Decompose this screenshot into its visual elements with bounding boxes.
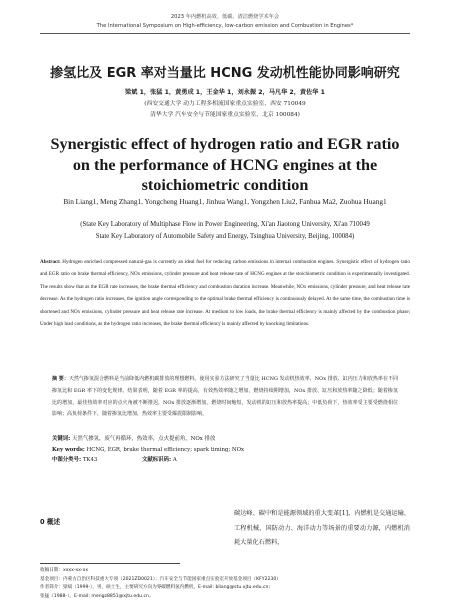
affiliations-zh (20, 99, 430, 121)
intro-text: 碳达峰、碳中和是能源领域的重大变革[1]，内燃机是交通运输、工程机械、国防动力、海洋动力等场景的重要动力源，内燃机消耗大量化石燃料， (234, 510, 410, 546)
doc-code-value: A (172, 457, 177, 463)
keywords-block (52, 434, 398, 466)
affiliation-en-1: (State Key Laboratory of Multiphase Flow in Power Engineering, Xi'an Jiaotong University, Xi'an 710049 (80, 221, 370, 228)
abstract-en-text: Hydrogen enriched compressed natural-gas is currently an ideal fuel for reducing carbon emissions in internal combustion engines. Synergistic effect of hydrogen ratio and EGR ratio on brake thermal efficiency, NOx emissions, cylinder pressure and heat release rate of HCNG engines at the stoichiometric condition is experimentally investigated. The results show that as the EGR rate increases, the brake thermal efficiency and combustion duration increase. Meanwhile, NOx emissions, cylinder pressure, and heat release rate decrease. As the hydrogen ratio increases, the ignition angle corresponding to the optimal brake thermal efficiency is continuously delayed. At the same time, the combustion time is shortened and NOx emissions, cylinder pressure and heat release rate increase. At medium to low loads, the brake thermal efficiency is mainly affected by the combustion phase; Under high load conditions, as the hydrogen ratio increases, the brake thermal efficiency is mainly affected by knocking limitations. (40, 259, 410, 328)
abstract-en-label: Abstract: (40, 259, 61, 265)
affiliations-en (40, 219, 410, 243)
conference-header (40, 13, 410, 30)
affiliation-zh-2: 清华大学 汽车安全与节能国家重点实验室，北京 100084) (150, 112, 300, 118)
title-zh: 掺氢比及 EGR 率对当量比 HCNG 发动机性能协同影响研究 (50, 66, 400, 81)
keywords-en (52, 445, 398, 456)
classification-label: 中图分类号: (52, 457, 82, 463)
affiliation-zh-1: (西安交通大学 动力工程多相流国家重点实验室，西安 710049 (144, 101, 306, 107)
keywords-zh-label: 关键词: (52, 436, 71, 442)
doc-code-label: 文献标识码: (142, 457, 172, 463)
footnote-received: 收稿日期：xxxx-xx-xx (40, 568, 89, 573)
footnotes (40, 567, 420, 601)
affiliation-en-2: State Key Laboratory of Automobile Safety and Energy, Tsinghua University, Beijing, 100084) (95, 233, 355, 240)
abstract-zh (52, 374, 398, 421)
classification-row (52, 455, 398, 466)
title-en: Synergistic effect of hydrogen ratio and EGR ratio on the performance of HCNG engines at the stoichiometric condition (50, 135, 400, 194)
authors-zh: 梁斌 1，张猛 1，黄勇成 1，王金华 1，刘永振 2，马凡华 2，黄佐华 1 (125, 89, 325, 96)
header-rule (40, 33, 410, 34)
footnote-funding: 基金项目：内蒙古自治区科技重大专项（2021ZD0021）；汽车安全与节能国家重点实验室开放基金项目（KFY2230） (40, 576, 281, 582)
abstract-en (40, 256, 410, 330)
footnote-rule (40, 563, 180, 564)
footnote-author: 作者简介：梁斌（1999-），男，硕士生，主要研究方向为零碳燃料氢内燃机，E-mail: bliang@stu.xjtu.edu.cn; (40, 585, 270, 591)
classification-value: TK43 (82, 457, 98, 463)
authors-en: Bin Liang1, Meng Zhang1, Yongcheng Huang1, Jinhua Wang1, Yongzhen Liu2, Fanhua Ma2, Zuohua Huang1 (63, 197, 387, 206)
section-heading: 0 概述 (40, 518, 61, 526)
keywords-zh (52, 434, 398, 445)
conference-line-en: The International Symposium on High-efficiency, low-carbon emission and Combustion in Engines* (96, 22, 354, 29)
abstract-zh-text: 天然气掺氢混合燃料是当前降低内燃机碳排放的理想燃料。使用实验方法研究了当量比 HCNG 发动机热效率、NOx 排放、缸内压力和放热率在不同掺氢比和 EGR 率下的变化规律。结果表明，随着 EGR 率的提高，有效热效率随之增加，燃烧持续期增加，NOx 排放、缸压和放热率随之降低；随着掺氢比的增加，最佳热效率对应的点火角被不断推迟，NOx 排放逐渐增加，燃烧时间缩短，发动机的缸压和放热率提高；中低负荷下，热效率受主要受燃烧相位影响；高负荷条件下，随着掺氢比增加，热效率主要受爆震限制影响。 (52, 376, 398, 418)
keywords-en-label: Key words: (52, 446, 85, 453)
abstract-zh-label: 摘 要： (52, 376, 69, 382)
keywords-zh-text: 天然气掺氢，废气再循环，热效率，点火提前角，NOx 排放 (72, 436, 216, 442)
footnote-contact: 张猛（1988-），E-mail: mengz8851@xjtu.edu.cn。 (40, 593, 154, 599)
conference-line-zh: 2023 年内燃机高效、低碳、清洁燃烧学术年会 (170, 14, 280, 20)
keywords-en-text: HCNG, EGR, brake thermal efficiency; spark timing; NOx (86, 446, 245, 453)
